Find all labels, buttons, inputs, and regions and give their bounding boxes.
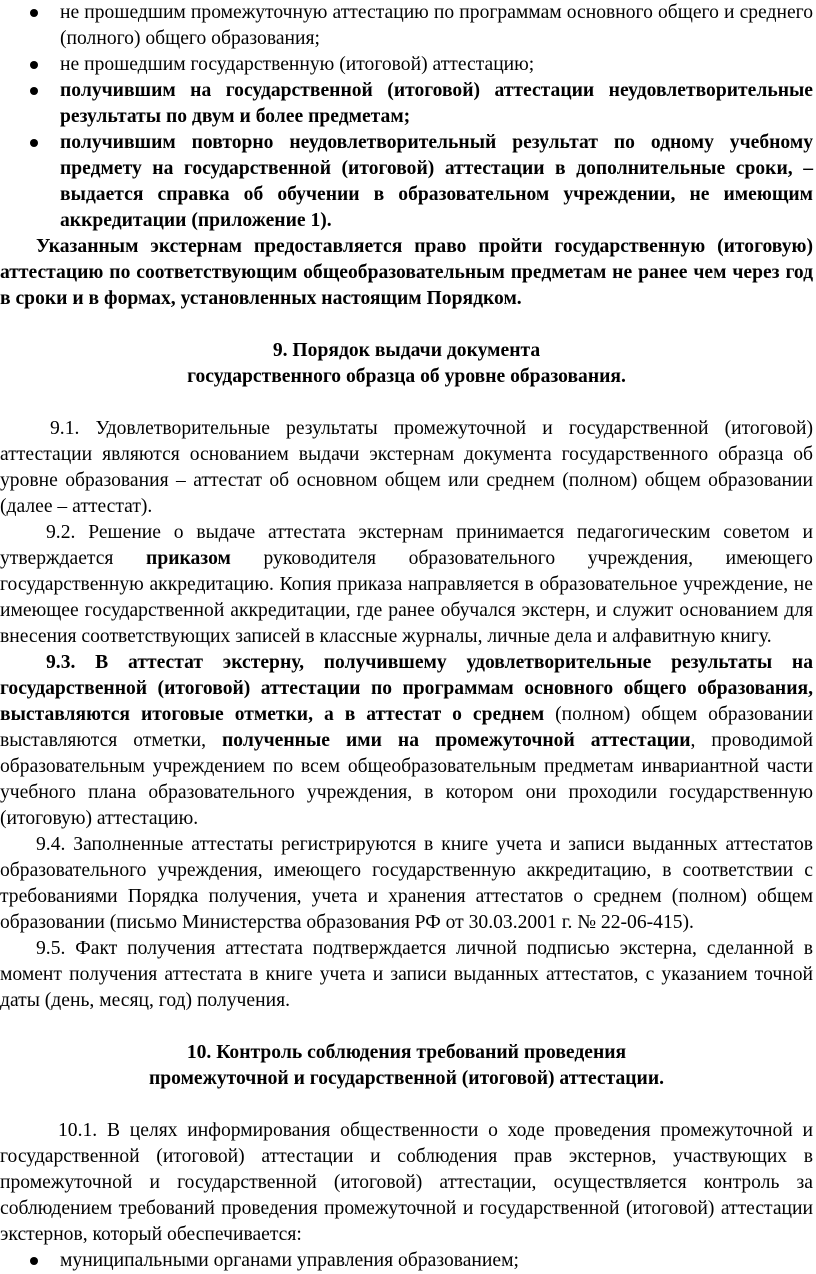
bullet-icon [30, 1257, 38, 1265]
list-item-text: муниципальными органами управления образованием; [60, 1250, 519, 1271]
bullet-icon [30, 87, 38, 95]
list-item [0, 78, 813, 130]
spacer [0, 1014, 813, 1040]
list-item [0, 0, 813, 52]
p93-bold2: полученные ими на промежуточной аттестации [222, 730, 691, 751]
section10-title-line2: промежуточной и государственной (итоговой) аттестации. [148, 1068, 665, 1089]
spacer [0, 390, 813, 416]
p92-bold: приказом [146, 548, 231, 569]
list-item [0, 52, 813, 78]
section9-title-line2: государственного образца об уровне образования. [187, 366, 626, 387]
p93-text-a: (полном) общем образовании выставляются отметки, [0, 704, 813, 751]
list-item [0, 1248, 813, 1274]
bullet-icon [30, 61, 38, 69]
p93-bold1: 9.3. В аттестат экстерну, получившему удовлетворительные результаты на государственной (итоговой) аттестации по программам основного общего образования, выставляются итоговые отметки, а в аттестат о среднем [0, 652, 813, 725]
list-item-text: получившим повторно неудовлетворительный результат по одному учебному предмету на государственной (итоговой) аттестации в дополнительные сроки, – выдается справка об обучении в образовательном учреждении, не имеющим аккредитации (приложение 1). [60, 132, 813, 231]
paragraph-9-4: 9.4. Заполненные аттестаты регистрируются в книге учета и записи выданных аттестатов образовательного учреждения, имеющего государственную аккредитацию, в соответствии с требованиями Порядка получения, учета и хранения аттестатов о среднем (полном) общем образовании (письмо Министерства образования РФ от 30.03.2001 г. № 22-06-415). [0, 834, 813, 933]
bullet-list-top [0, 0, 813, 234]
externs-paragraph: Указанным экстернам предоставляется право пройти государственную (итоговую) аттестацию по соответствующим общеобразовательным предметам не ранее чем через год в сроки и в формах, установленных настоящим Порядком. [0, 236, 813, 309]
p93-text-b: , проводимой образовательным учреждением по всем общеобразовательным предметам инвариантной части учебного плана образовательного учреждения, в котором они проходили государственную (итоговую) аттестацию. [0, 730, 813, 829]
spacer [0, 1092, 813, 1118]
list-item [0, 130, 813, 234]
paragraph-10-1: 10.1. В целях информирования общественности о ходе проведения промежуточной и государственной (итоговой) аттестации и соблюдения прав экстернов, участвующих в промежуточной и государственной (итоговой) аттестации, осуществляется контроль за соблюдением требований проведения промежуточной и государственной (итоговой) аттестации экстернов, который обеспечивается: [0, 1120, 813, 1245]
bullet-icon [30, 139, 38, 147]
p92-text-b: руководителя образовательного учреждения, имеющего государственную аккредитацию. Копия приказа направляется в образовательное учреждение, не имеющее государственной аккредитации, где ранее обучался экстерн, и служит основанием для внесения соответствующих записей в классные журналы, личные дела и алфавитную книгу. [0, 548, 813, 647]
list-item-text: не прошедшим государственную (итоговой) аттестацию; [60, 54, 535, 75]
paragraph-9-2 [0, 520, 813, 650]
list-item-text: получившим на государственной (итоговой) аттестации неудовлетворительные результаты по двум и более предметам; [60, 80, 813, 127]
bullet-icon [30, 9, 38, 17]
section9-title-line1: 9. Порядок выдачи документа [272, 340, 541, 361]
bullet-list-section10 [0, 1248, 813, 1274]
section10-title-line1: 10. Контроль соблюдения требований проведения [186, 1042, 627, 1063]
list-item-text: не прошедшим промежуточную аттестацию по программам основного общего и среднего (полного) общего образования; [60, 2, 813, 49]
p92-text-a: 9.2. Решение о выдаче аттестата экстернам принимается педагогическим советом и утверждается [0, 522, 813, 569]
paragraph-9-3 [0, 650, 813, 832]
paragraph-9-1: 9.1. Удовлетворительные результаты промежуточной и государственной (итоговой) аттестации являются основанием выдачи экстернам документа государственного образца об уровне образования – аттестат об основном общем или среднем (полном) общем образовании (далее – аттестат). [0, 418, 813, 517]
paragraph-9-5: 9.5. Факт получения аттестата подтверждается личной подписью экстерна, сделанной в момент получения аттестата в книге учета и записи выданных аттестатов, с указанием точной даты (день, месяц, год) получения. [0, 938, 813, 1011]
spacer [0, 312, 813, 338]
